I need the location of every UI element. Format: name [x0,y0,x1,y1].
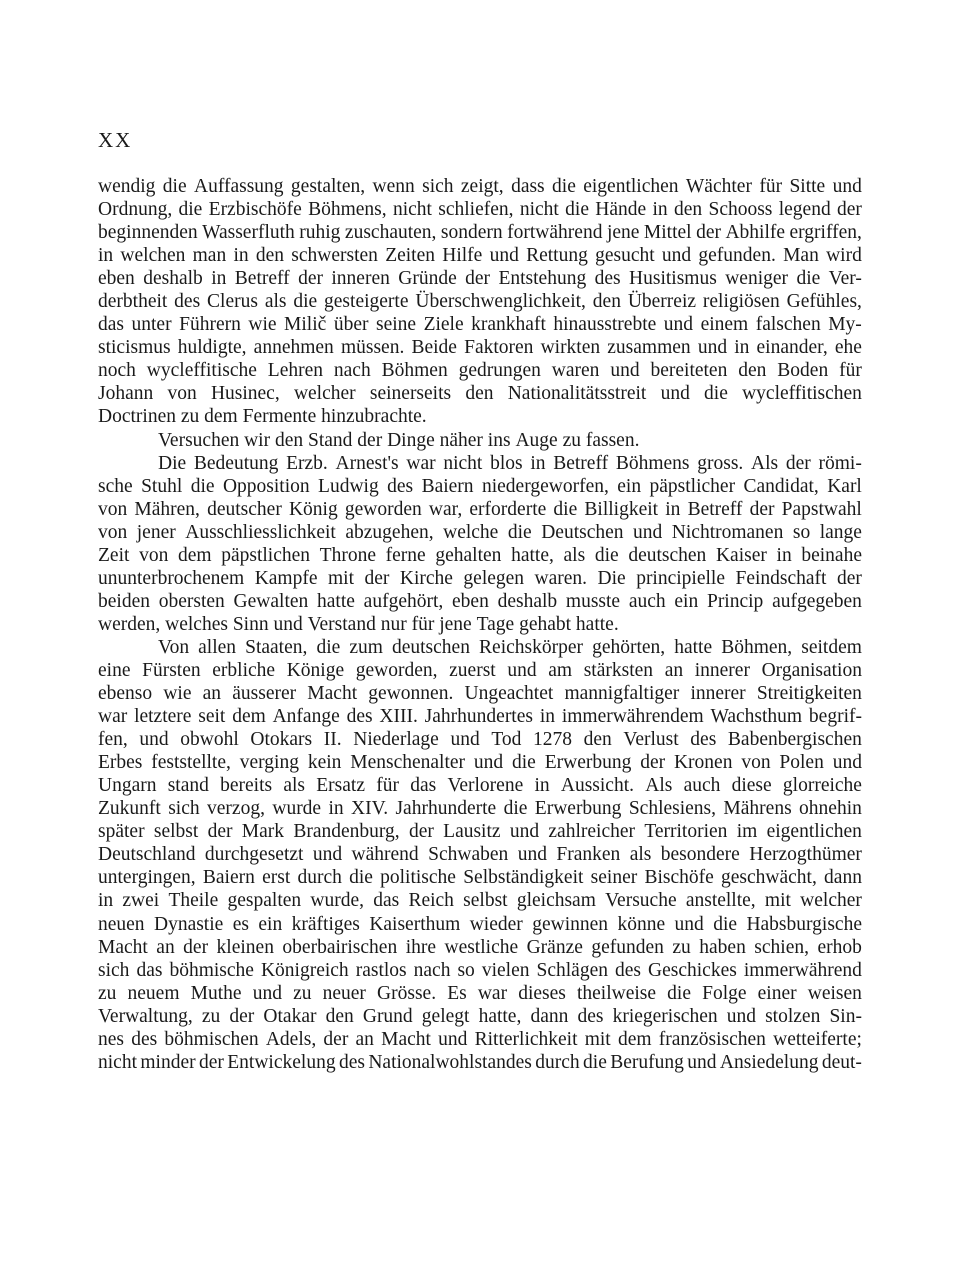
text-line: Ordnung, die Erzbischöfe Böhmens, nicht schliefen, nicht die Hände in den Schooss legend der [98,199,862,221]
text-line: war letztere seit dem Anfange des XIII. Jahrhundertes in immerwährendem Wachsthum begrif- [98,706,862,728]
text-line: Erbes feststellte, verging kein Menschenalter und die Erwerbung der Kronen von Polen und [98,752,862,774]
text-line: noch wycleffitische Lehren nach Böhmen gedrungen waren und bereiteten den Boden für [98,360,862,382]
body-text [98,175,862,1074]
text-line: neuen Dynastie es ein kräftiges Kaiserthum wieder gewinnen könne und die Habsburgische [98,913,862,935]
text-line: Macht an der kleinen oberbairischen ihre westliche Gränze gefunden zu haben schien, erhob [98,936,862,958]
text-line: wendig die Auffassung gestalten, wenn sich zeigt, dass die eigentlichen Wächter für Sitte und [98,176,862,197]
text-line: ebenso wie an äusserer Macht gewonnen. Ungeachtet mannigfaltiger innerer Streitigkeiten [98,683,862,705]
text-line: Von allen Staaten, die zum deutschen Reichskörper gehörten, hatte Böhmen, seitdem [158,636,862,658]
text-line: untergingen, Baiern erst durch die politische Selbständigkeit seiner Bischöfe geschwächt, dann [98,867,862,889]
text-line: ununterbrochenem Kampfe mit der Kirche gelegen waren. Die principielle Feindschaft der [98,567,862,589]
text-line: Zukunft sich verzog, wurde in XIV. Jahrhunderte die Erwerbung Schlesiens, Mährens ohnehin [98,798,862,820]
text-line: sticismus huldigte, annehmen müssen. Beide Faktoren wirkten zusammen und in einander, ehe [98,337,862,359]
text-line: nes des böhmischen Adels, der an Macht und Ritterlichkeit mit dem französischen wetteiferte; [98,1028,862,1050]
text-line: Doctrinen zu dem Fermente hinzubrachte. [98,406,427,428]
text-line: eben deshalb in Betreff der inneren Gründe der Entstehung des Husitismus weniger die Ver- [98,268,862,290]
text-line: Ungarn stand bereits als Ersatz für das Verlorene in Aussicht. Als auch diese glorreiche [98,775,862,797]
text-line: von Mähren, deutscher König geworden war, erforderte die Billigkeit in Betreff der Papstwahl [98,498,862,520]
text-line: von jener Ausschliesslichkeit abzugehen, welche die Deutschen und Nichtromanen so lange [98,521,862,543]
text-line: Versuchen wir den Stand der Dinge näher ins Auge zu fassen. [158,429,640,451]
text-line: fen, und obwohl Otokars II. Niederlage und Tod 1278 den Verlust des Babenbergischen [98,729,862,751]
text-line: eine Fürsten erbliche Könige geworden, zuerst und am stärksten an innerer Organisation [98,659,862,681]
text-line: beiden obersten Gewalten hatte aufgehört, eben deshalb musste auch ein Princip aufgegeben [98,590,862,612]
text-line: Die Bedeutung Erzb. Arnest's war nicht blos in Betreff Böhmens gross. Als der römi- [158,452,862,474]
text-line: derbtheit des Clerus als die gesteigerte Überschwenglichkeit, den Überreiz religiösen Gefühles, [98,291,862,313]
text-line: Zeit von dem päpstlichen Throne ferne gehalten hatte, als die deutschen Kaiser in beinahe [98,544,862,566]
text-line: Deutschland durchgesetzt und während Schwaben und Franken als besondere Herzogthümer [98,844,862,866]
text-line: sich das böhmische Königreich rastlos nach so vielen Schlägen des Geschickes immerwährend [98,959,862,981]
text-line: später selbst der Mark Brandenburg, der Lausitz und zahlreicher Territorien im eigentlichen [98,821,862,843]
text-line: das unter Führern wie Milič über seine Ziele krankhaft hinausstrebte und einem falschen My- [98,314,862,336]
text-line: werden, welches Sinn und Verstand nur für jene Tage gehabt hatte. [98,613,619,635]
page-number: XX [98,128,133,152]
text-line: in welchen man in den schwersten Zeiten Hilfe und Rettung gesucht und gefunden. Man wird [98,245,862,267]
text-line: in zwei Theile gespalten wurde, das Reich selbst gleichsam Versuche anstellte, mit welcher [98,890,862,912]
text-line: nicht minder der Entwickelung des Nationalwohlstandes durch die Berufung und Ansiedelung deut- [98,1051,862,1073]
text-line: Johann von Husinec, welcher seinerseits den Nationalitätsstreit und die wycleffitischen [98,383,862,405]
text-line: beginnenden Wasserfluth ruhig zuschauten, sondern fortwährend jene Mittel der Abhilfe ergriffen, [98,222,862,244]
text-line: zu neuem Muthe und zu neuer Grösse. Es war dieses theilweise die Folge einer weisen [98,982,862,1004]
text-line: Verwaltung, zu der Otakar den Grund gelegt hatte, dann des kriegerischen und stolzen Sin- [98,1005,862,1027]
text-line: sche Stuhl die Opposition Ludwig des Baiern niedergeworfen, ein päpstlicher Candidat, Karl [98,475,862,497]
